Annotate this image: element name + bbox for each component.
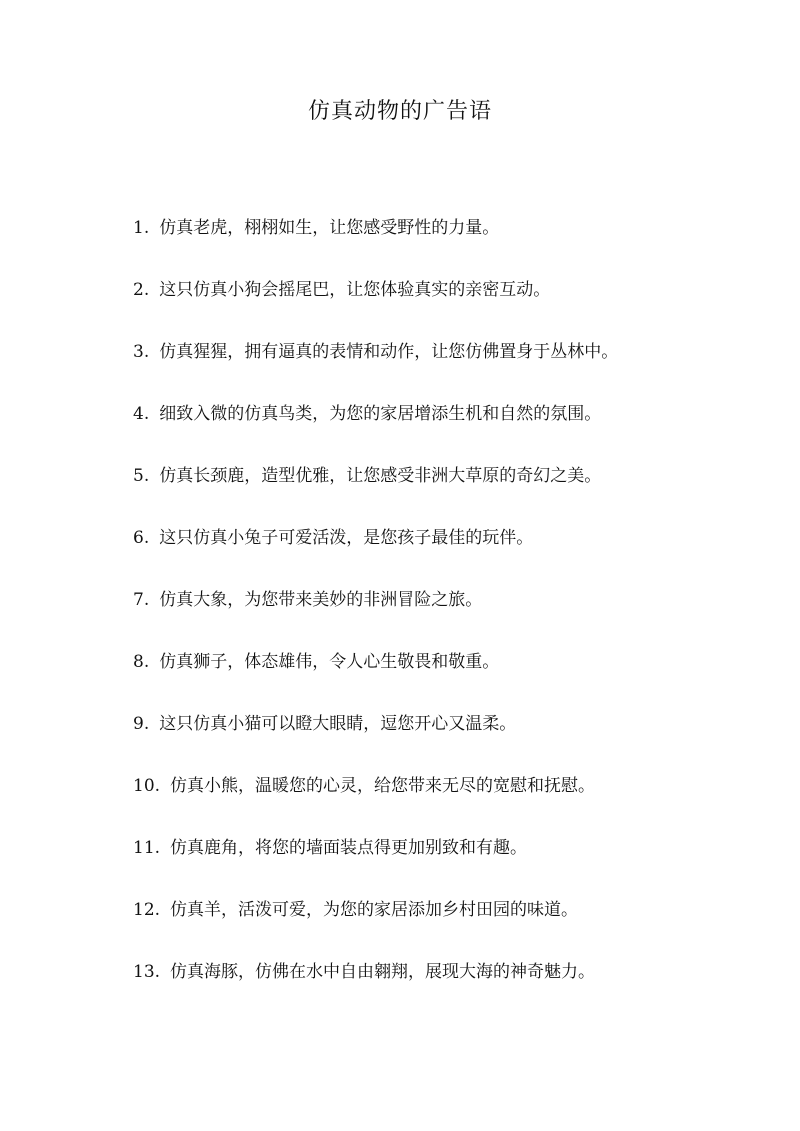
list-item-number: 2. [133,280,150,300]
list-item-text: 仿真猩猩，拥有逼真的表情和动作，让您仿佛置身于丛林中。 [159,342,619,362]
list-item [133,338,733,400]
list-item-number: 8. [133,652,150,672]
list-item-number: 9. [133,714,150,734]
list-item [133,896,733,958]
list-item [133,834,733,896]
list-item-text: 仿真长颈鹿，造型优雅，让您感受非洲大草原的奇幻之美。 [159,466,602,486]
list-item-text: 仿真老虎，栩栩如生，让您感受野性的力量。 [159,218,500,238]
list-item-text: 这只仿真小兔子可爱活泼，是您孩子最佳的玩伴。 [159,528,534,548]
list-item-number: 4. [133,404,150,424]
list-item-text: 仿真狮子，体态雄伟，令人心生敬畏和敬重。 [159,652,500,672]
list-item-number: 13. [133,962,161,982]
list-item-number: 3. [133,342,150,362]
list-item-text: 这只仿真小猫可以瞪大眼睛，逗您开心又温柔。 [159,714,517,734]
list-item-text: 仿真小熊，温暖您的心灵，给您带来无尽的宽慰和抚慰。 [170,776,596,796]
list-item-number: 11. [133,838,161,858]
list-item-text: 仿真鹿角，将您的墙面装点得更加别致和有趣。 [170,838,528,858]
list-item [133,524,733,586]
list-item [133,214,733,276]
list-item-text: 仿真羊，活泼可爱，为您的家居添加乡村田园的味道。 [170,900,579,920]
list-item [133,958,733,1020]
list-item [133,462,733,524]
list-item-text: 细致入微的仿真鸟类，为您的家居增添生机和自然的氛围。 [159,404,602,424]
list-item-text: 仿真海豚，仿佛在水中自由翱翔，展现大海的神奇魅力。 [170,962,596,982]
list-item-number: 1. [133,218,150,238]
page-title: 仿真动物的广告语 [307,99,492,124]
list-item-text: 仿真大象，为您带来美妙的非洲冒险之旅。 [159,590,483,610]
list-item-number: 12. [133,900,161,920]
list-item [133,586,733,648]
list-item [133,710,733,772]
list-item-number: 7. [133,590,150,610]
slogan-list [133,214,733,1020]
list-item-text: 这只仿真小狗会摇尾巴，让您体验真实的亲密互动。 [159,280,551,300]
list-item [133,772,733,834]
list-item [133,276,733,338]
list-item-number: 5. [133,466,150,486]
list-item [133,648,733,710]
list-item-number: 10. [133,776,161,796]
list-item [133,400,733,462]
list-item-number: 6. [133,528,150,548]
